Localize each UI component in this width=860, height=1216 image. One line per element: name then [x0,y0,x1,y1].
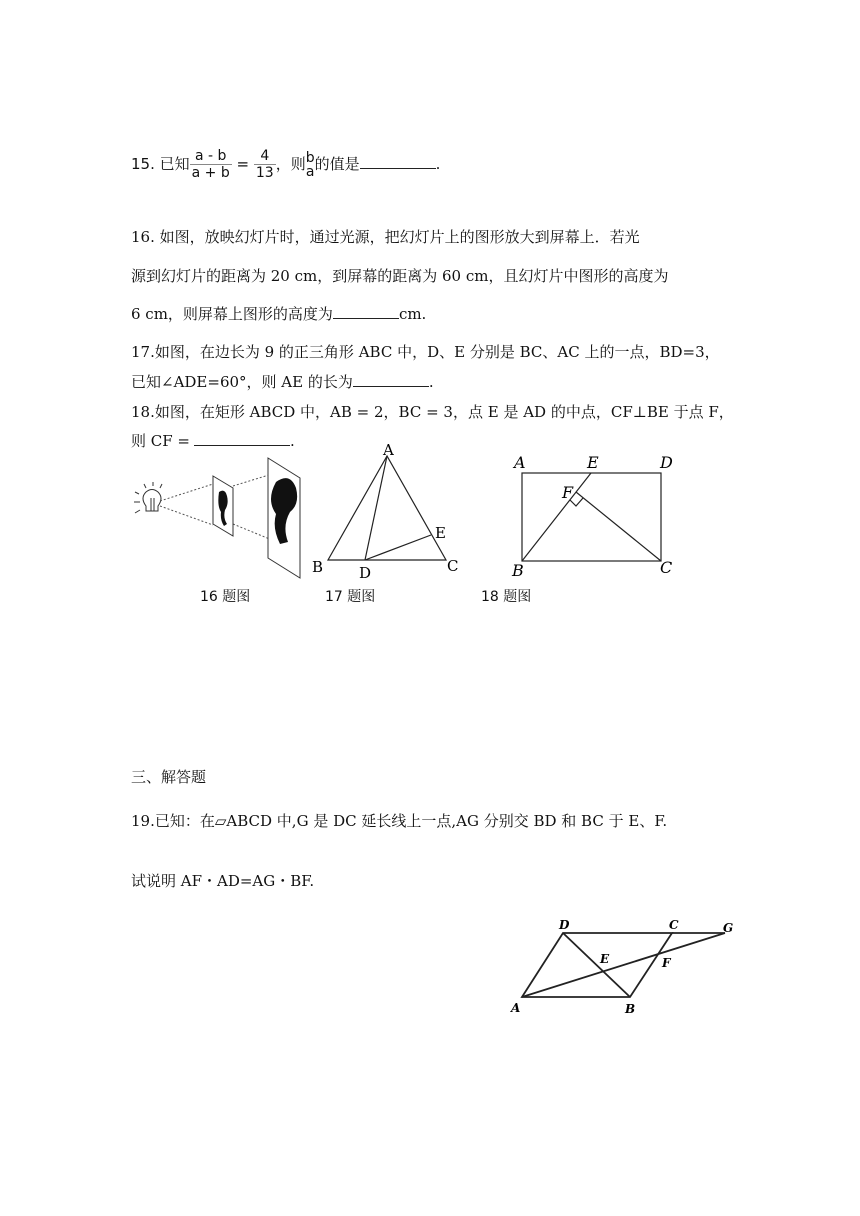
fig17-label-B: B [312,558,324,576]
q19-line-1: 19.已知：在▱ABCD 中,G 是 DC 延长线上一点,AG 分别交 BD 和 BC 于 E、F. [131,812,668,830]
fig18-rectangle-diagram [522,473,661,561]
q17-line-1: 17.如图，在边长为 9 的正三角形 ABC 中，D、E 分别是 BC、AC 上的一点，BD=3， [131,343,720,361]
fig17-label-C: C [447,557,459,575]
fig18-caption: 18 题图 [481,589,532,605]
q16-line-1: 16. 如图，放映幻灯片时，通过光源，把幻灯片上的图形放大到屏幕上．若光 [131,228,640,246]
question-15 [131,148,440,181]
fig19-label-A: A [511,1001,521,1015]
q16-line-3-prefix: 6 cm，则屏幕上图形的高度为 [131,305,333,323]
q15-end: . [435,155,441,173]
q18-line-2-prefix: 则 CF = [131,432,190,450]
q18-line-1: 18.如图，在矩形 ABCD 中，AB = 2，BC = 3，点 E 是 AD 的中点，CF⊥BE 于点 F， [131,403,734,421]
fig19-label-B: B [625,1002,636,1016]
fig16-projector-diagram [134,458,300,578]
fig19-label-G: G [723,921,734,935]
lightbulb-icon [134,482,162,513]
fig19-label-C: C [669,918,679,932]
fig17-triangle-diagram [328,456,446,560]
q16-line-3-suffix: cm. [398,305,427,323]
q15-prefix: 15. 已知 [131,155,190,173]
fig19-parallelogram-diagram [505,915,755,1025]
figures-16-17-18 [0,440,860,600]
fig17-label-E: E [435,524,446,542]
fig19-label-D: D [559,918,570,932]
fig18-label-A: A [514,453,526,472]
q18-line-2-suffix: . [290,432,295,450]
q17-line-2-suffix: . [428,373,434,391]
fig17-label-A: A [383,441,394,459]
q15-equals: = [236,155,250,173]
fig17-label-D: D [359,564,372,582]
fig18-label-F: F [562,483,574,502]
q16-line-2: 源到幻灯片的距离为 20 cm，到屏幕的距离为 60 cm，且幻灯片中图形的高度为 [131,267,669,285]
fig19-label-E: E [600,952,610,966]
q16-line-3 [131,303,426,324]
fig18-label-E: E [587,453,599,472]
q17-line-2 [131,371,434,392]
fig16-caption: 16 题图 [200,589,251,605]
fig19-label-F: F [662,956,671,970]
q15-fraction-1: $\frac{a - b}{a + b}$ [191,148,230,181]
q17-line-2-prefix: 已知∠ADE=60°，则 AE 的长为 [131,373,353,391]
section-3-heading: 三、解答题 [131,768,207,786]
q17-answer-blank[interactable] [353,372,429,387]
q15-fraction-2: $\frac{4}{13}$ [255,148,274,181]
q15-mid: ，则 [275,155,306,173]
fig18-label-B: B [512,561,524,580]
fig18-label-D: D [660,453,673,472]
q15-fraction-3: b a [305,149,315,180]
fig17-caption: 17 题图 [325,589,376,605]
q19-line-2: 试说明 AF・AD=AG・BF. [131,872,315,890]
q15-suffix: 的值是 [314,155,360,173]
q15-answer-blank[interactable] [360,154,436,169]
q16-answer-blank[interactable] [333,304,399,319]
fig18-label-C: C [660,558,673,577]
